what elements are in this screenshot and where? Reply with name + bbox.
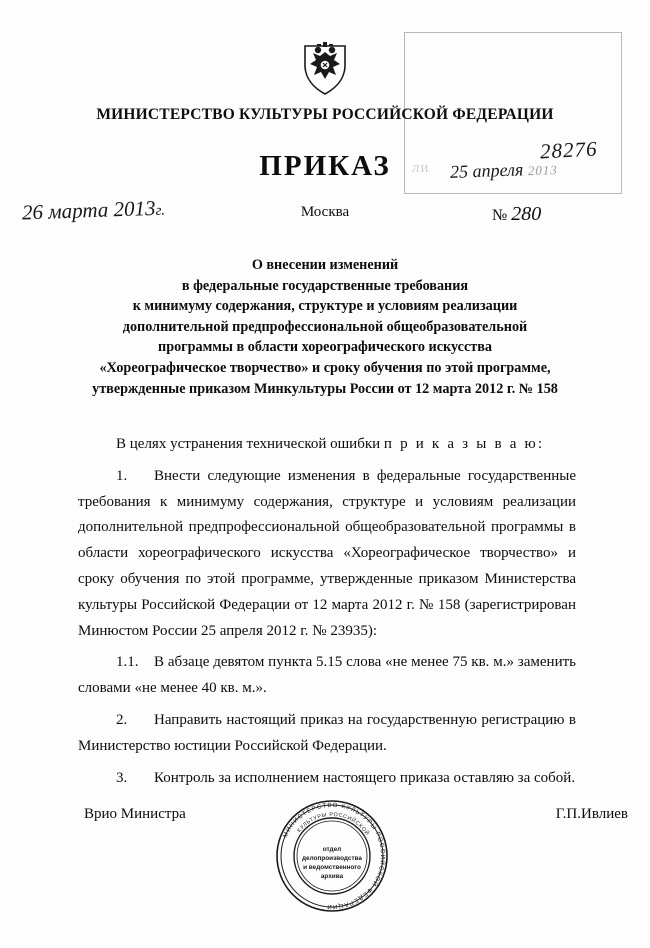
svg-text:отдел: отдел — [322, 846, 342, 853]
title-line-3: к минимуму содержания, структуре и условиям реализации — [132, 298, 518, 315]
registration-number: 28276 — [539, 136, 599, 164]
body-paragraph-1-text: Внести следующие изменения в федеральные государственные требования к минимуму содержания, структуре и условиям реализации дополнительной предпрофессиональной общеобразовательной программы в области хореографического искусства «Хореографическое творчество» и сроку обучения по этой программе, утвержденные приказом Министерства культуры Российской Федерации от 12 марта 2012 г. № 158 (зарегистрирован Минюстом России 25 апреля 2012 г. № 23935): — [78, 467, 576, 639]
registration-ghost-text: ЛИ — [412, 163, 430, 175]
ministry-heading: МИНИСТЕРСТВО КУЛЬТУРЫ РОССИЙСКОЙ ФЕДЕРАЦИИ — [96, 106, 554, 123]
handwritten-date-suffix: г. — [155, 202, 166, 219]
body-lead-suffix: : — [537, 436, 543, 452]
body-lead — [78, 432, 576, 458]
svg-text:КУЛЬТУРЫ РОССИЙСКОЙ: КУЛЬТУРЫ РОССИЙСКОЙ — [296, 811, 370, 837]
round-seal-icon — [272, 796, 392, 916]
body-paragraph-3 — [78, 708, 576, 760]
body-paragraph-4-text: Контроль за исполнением настоящего приказа оставляю за собой. — [154, 769, 576, 786]
body-paragraph-4-number: 3. — [116, 769, 128, 786]
title-line-6: «Хореографическое творчество» и сроку обучения по этой программе, — [99, 359, 551, 376]
body-paragraph-1 — [78, 464, 576, 645]
body-paragraph-2-text: В абзаце девятом пункта 5.15 слова «не менее 75 кв. м.» заменить словами «не менее 40 кв. м.». — [78, 654, 576, 697]
body-paragraph-2-number: 1.1. — [116, 654, 139, 671]
body-lead-prefix: В целях устранения технической ошибки — [116, 436, 384, 452]
body-paragraph-2 — [78, 650, 576, 702]
title-line-7: утвержденные приказом Минкультуры России от 12 марта 2012 г. № 158 — [92, 380, 558, 397]
signature-position: Врио Министра — [84, 806, 186, 822]
russian-coat-of-arms-icon — [296, 34, 354, 96]
body-paragraph-1-number: 1. — [116, 467, 128, 484]
signature-name: Г.П.Ивлиев — [555, 806, 628, 822]
document-number-label: № — [492, 207, 508, 224]
document-title — [60, 255, 590, 399]
document-number — [492, 203, 541, 226]
body-paragraph-3-text: Направить настоящий приказ на государственную регистрацию в Министерство юстиции Российской Федерации. — [78, 711, 576, 754]
body-lead-spaced: п р и к а з ы в а ю — [383, 436, 538, 452]
body-paragraph-3-number: 2. — [116, 711, 128, 728]
order-word: ПРИКАЗ — [259, 150, 391, 182]
title-line-4: дополнительной предпрофессиональной общеобразовательной — [122, 318, 528, 335]
svg-text:и ведомственного: и ведомственного — [303, 864, 361, 871]
title-line-1: О внесении изменений — [251, 257, 399, 273]
title-line-2: в федеральные государственные требования — [181, 277, 469, 294]
svg-text:МИНИСТЕРСТВО КУЛЬТУРЫ РОССИЙСК: МИНИСТЕРСТВО КУЛЬТУРЫ РОССИЙСКОЙ ФЕДЕРАЦИИ — [281, 801, 387, 911]
svg-text:архива: архива — [320, 873, 344, 880]
handwritten-date-text: 26 марта 2013 — [21, 195, 156, 225]
registration-date-year: 2013 — [527, 162, 559, 179]
document-body — [78, 432, 576, 797]
registration-date-text: 25 апреля — [449, 159, 524, 182]
body-paragraph-4 — [78, 766, 576, 792]
title-line-5: программы в области хореографического искусства — [158, 339, 492, 356]
city-label: Москва — [300, 204, 350, 220]
document-number-value: 280 — [511, 203, 542, 225]
svg-text:делопроизводства: делопроизводства — [302, 855, 362, 862]
